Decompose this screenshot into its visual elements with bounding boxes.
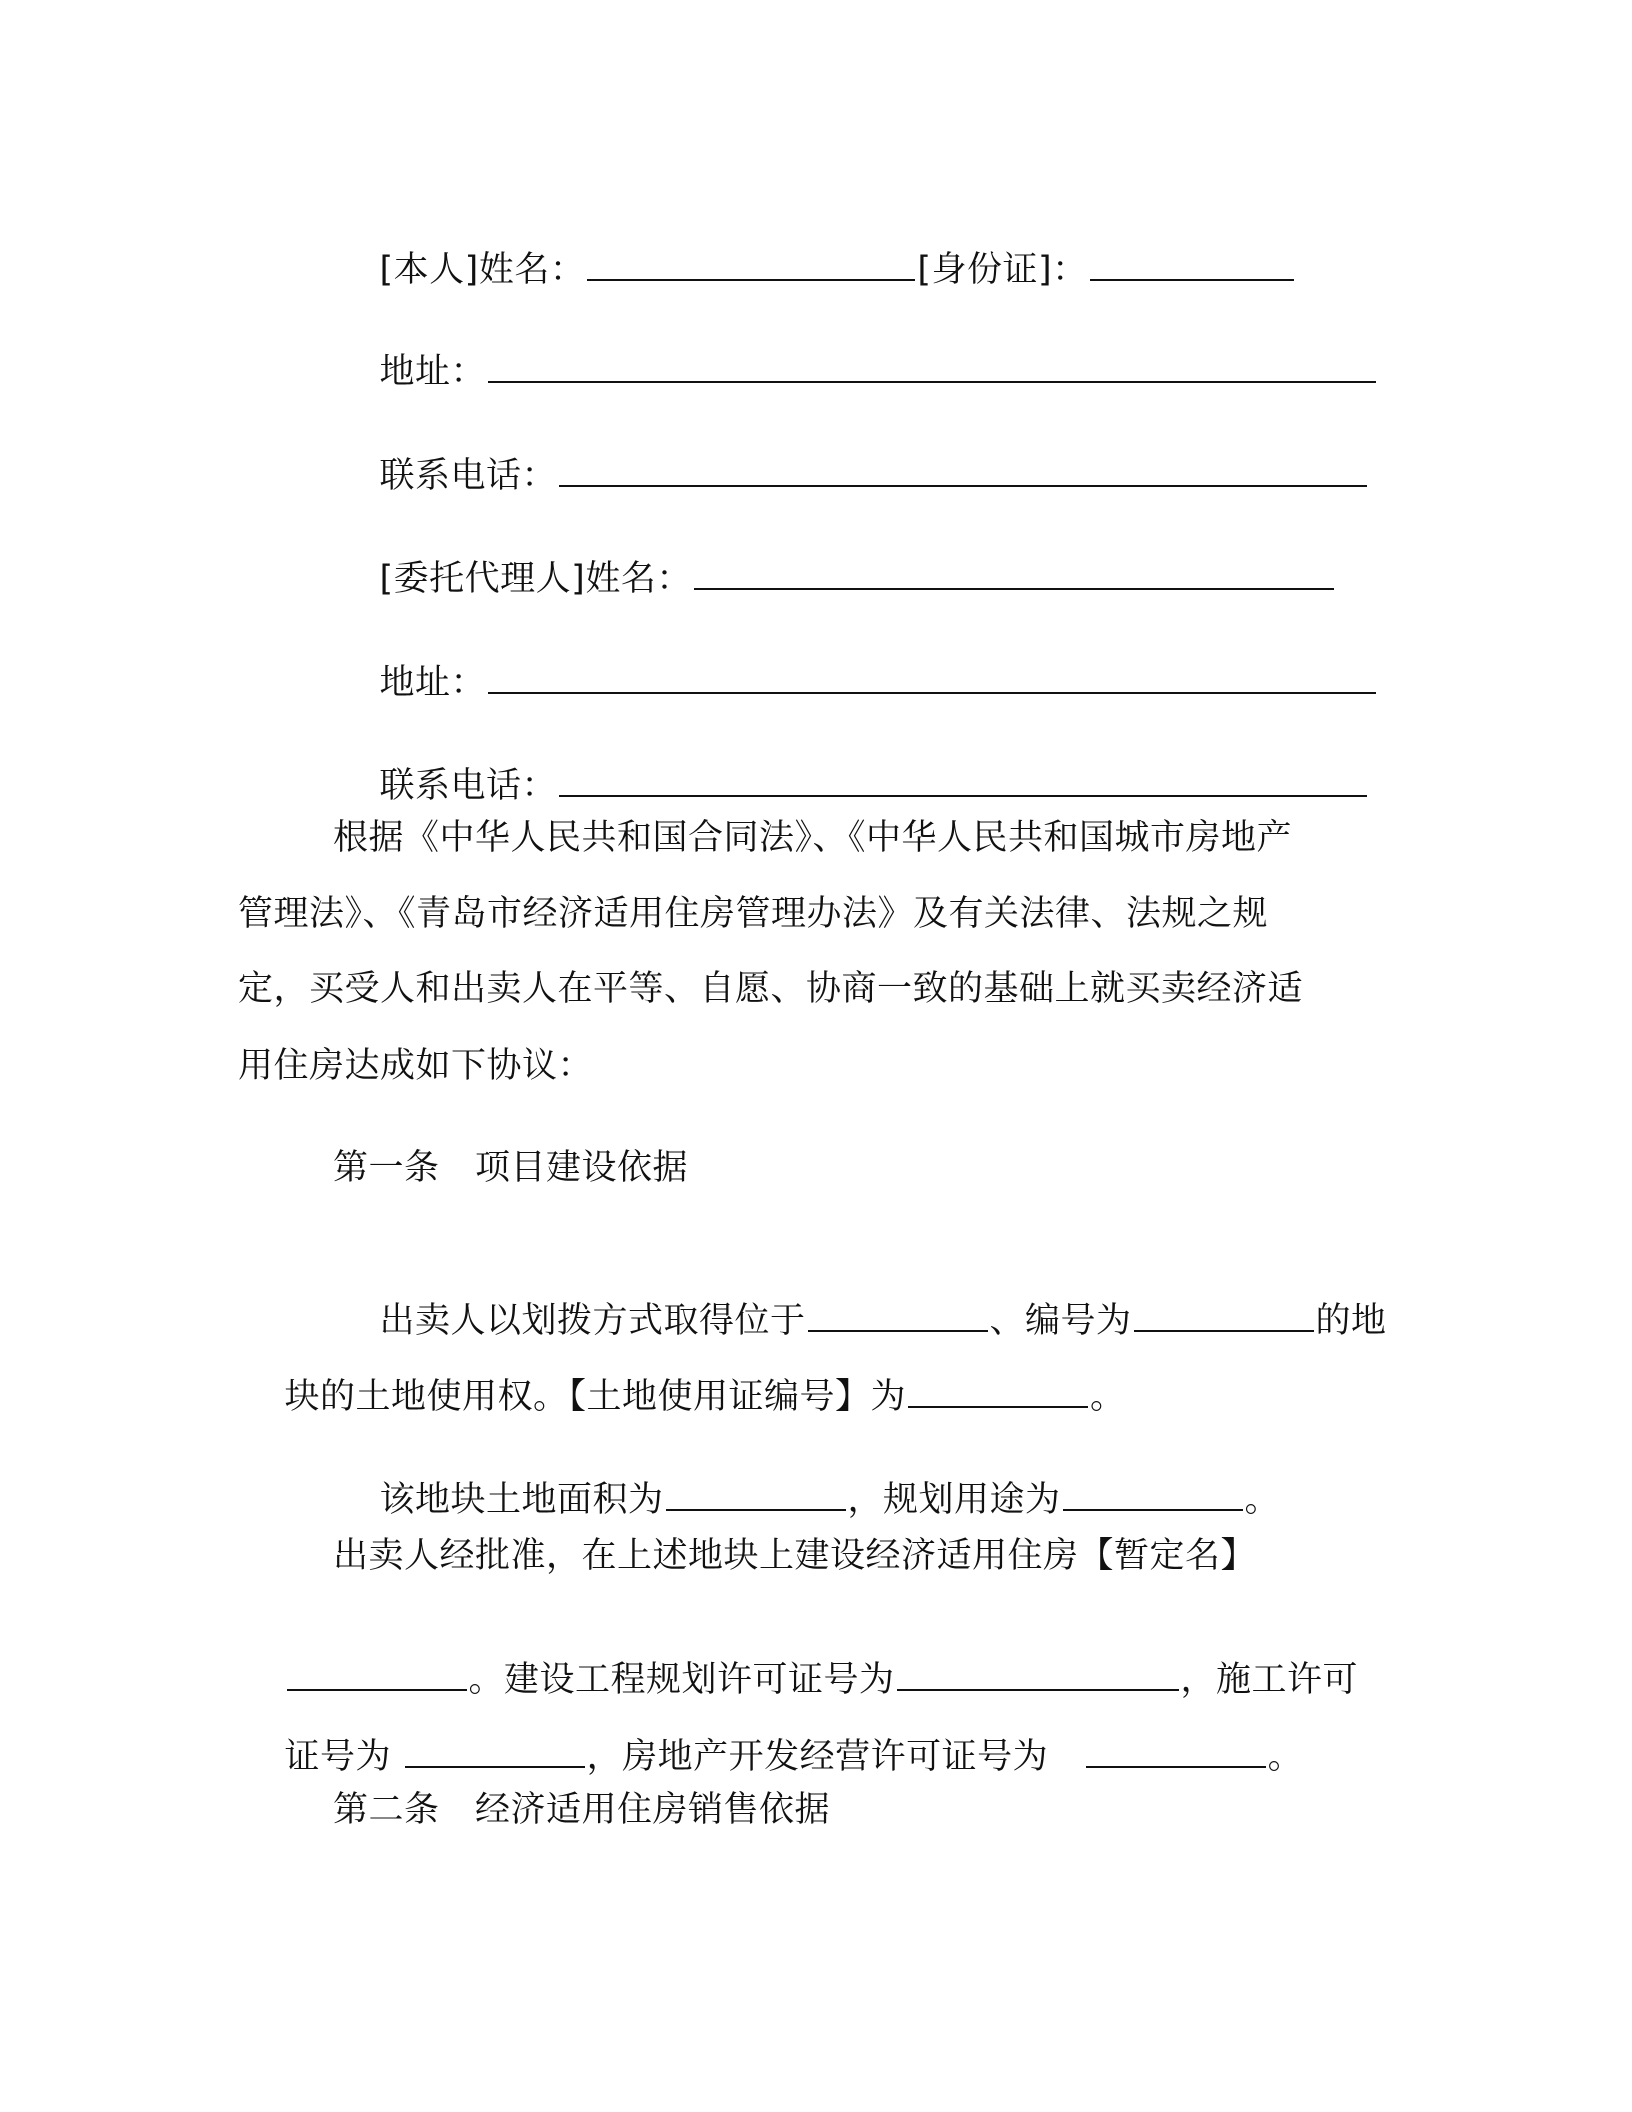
agent-address-label: 地址： xyxy=(379,663,487,703)
article-1-p3-text-d: 证号为 xyxy=(284,1737,403,1777)
article-1-p3-text-c: ，施工许可 xyxy=(1180,1660,1359,1700)
article-1-p1-text-d: 块的土地使用权。【土地使用证编号】为 xyxy=(284,1377,907,1417)
article-1-heading: 第一条 项目建设依据 xyxy=(333,1148,689,1188)
article-1-p1-text-e: 。 xyxy=(1090,1377,1126,1417)
self-name-label: [本人]姓名： xyxy=(379,250,586,290)
preamble-line-3: 定，买受人和出卖人在平等、自愿、协商一致的基础上就买卖经济适 xyxy=(238,969,1304,1009)
self-name-field[interactable] xyxy=(587,245,915,281)
agent-phone-label: 联系电话： xyxy=(379,766,558,806)
self-id-label: [身份证]： xyxy=(917,250,1088,290)
land-number-field[interactable] xyxy=(1134,1296,1314,1332)
agent-name-label: [委托代理人]姓名： xyxy=(379,559,692,599)
article-1-p2-text-a: 该地块土地面积为 xyxy=(379,1480,664,1520)
preamble-line-4: 用住房达成如下协议： xyxy=(238,1046,594,1086)
self-phone-field[interactable] xyxy=(559,451,1367,487)
article-1-p3-text-e: ，房地产开发经营许可证号为 xyxy=(586,1737,1084,1777)
article-1-p3-text-f: 。 xyxy=(1267,1737,1304,1777)
self-address-field[interactable] xyxy=(488,347,1376,383)
article-1-p3-line-1: 出卖人经批准，在上述地块上建设经济适用住房【暂定名】 xyxy=(333,1536,1257,1576)
agent-phone-field[interactable] xyxy=(559,761,1367,797)
article-1-p2-text-b: ，规划用途为 xyxy=(847,1480,1061,1520)
agent-address-field[interactable] xyxy=(488,658,1376,694)
article-1-p2-text-c: 。 xyxy=(1244,1480,1281,1520)
planned-use-field[interactable] xyxy=(1063,1475,1243,1511)
article-1-p1-text-c: 的地 xyxy=(1315,1301,1387,1341)
land-area-field[interactable] xyxy=(666,1475,846,1511)
preamble-line-1: 根据《中华人民共和国合同法》、《中华人民共和国城市房地产 xyxy=(333,818,1293,858)
self-phone-label: 联系电话： xyxy=(379,456,558,496)
self-id-field[interactable] xyxy=(1090,245,1294,281)
article-2-heading: 第二条 经济适用住房销售依据 xyxy=(333,1790,831,1830)
construction-permit-field[interactable] xyxy=(405,1732,585,1768)
article-1-p3-text-b: 。建设工程规划许可证号为 xyxy=(468,1660,895,1700)
article-1-p1-text-a: 出卖人以划拨方式取得位于 xyxy=(379,1301,806,1341)
land-cert-number-field[interactable] xyxy=(908,1372,1088,1408)
article-1-p1-text-b: 、编号为 xyxy=(989,1301,1132,1341)
development-license-field[interactable] xyxy=(1086,1732,1266,1768)
preamble-line-2: 管理法》、《青岛市经济适用住房管理办法》及有关法律、法规之规 xyxy=(238,894,1269,934)
agent-name-field[interactable] xyxy=(694,554,1334,590)
self-address-label: 地址： xyxy=(379,352,487,392)
